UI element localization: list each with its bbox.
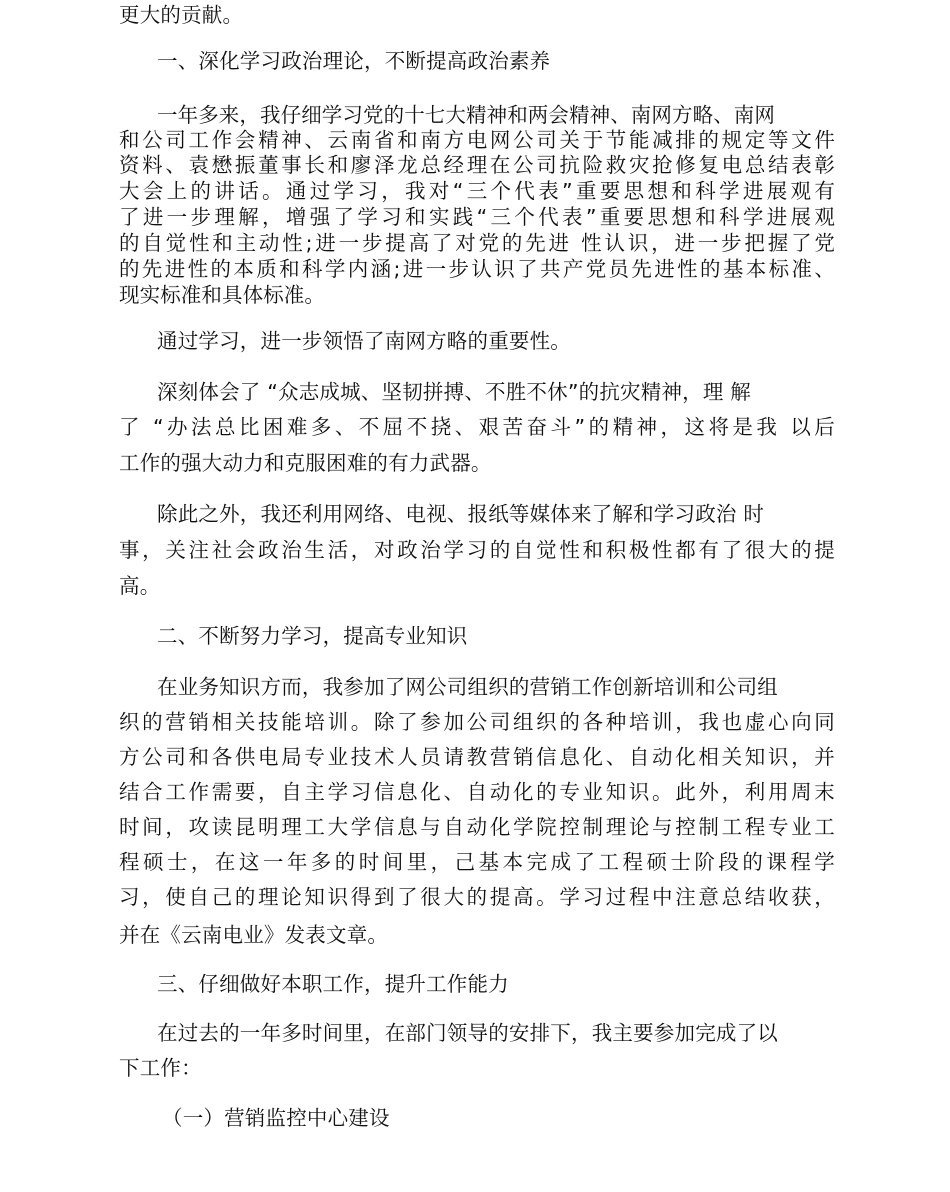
paragraph-line: 下工作： bbox=[119, 1056, 202, 1080]
paragraph-line: 织的营销相关技能培训。除了参加公司组织的各种培训，我也虚心向同 bbox=[119, 710, 835, 734]
paragraph-line: 时间，攻读昆明理工大学信息与自动化学院控制理论与控制工程专业工 bbox=[119, 815, 835, 839]
paragraph-line: 工作的强大动力和克服困难的有力武器。 bbox=[119, 451, 492, 475]
section-heading-1: 一、深化学习政治理论，不断提高政治素养 bbox=[157, 49, 551, 73]
paragraph-line: 了 “办法总比困难多、不屈不挠、艰苦奋斗”的精神，这将是我 以后 bbox=[119, 415, 835, 439]
paragraph-line: 事，关注社会政治生活，对政治学习的自觉性和积极性都有了很大的提 bbox=[119, 538, 835, 562]
paragraph-line: 高。 bbox=[119, 574, 161, 598]
paragraph-line: 的先进性的本质和科学内涵;进一步认识了共产党员先进性的基本标准、 bbox=[119, 257, 835, 281]
paragraph-line: 结合工作需要，自主学习信息化、自动化的专业知识。此外，利用周末 bbox=[119, 780, 835, 804]
paragraph-line: 并在《云南电业》发表文章。 bbox=[119, 923, 389, 947]
paragraph-line: 在过去的一年多时间里，在部门领导的安排下，我主要参加完成了以 bbox=[157, 1021, 778, 1045]
paragraph-line: 习，使自己的理论知识得到了很大的提高。学习过程中注意总结收获， bbox=[119, 885, 835, 909]
section-heading-2: 二、不断努力学习，提高专业知识 bbox=[157, 624, 468, 648]
paragraph-line: 一年多来，我仔细学习党的十七大精神和两会精神、南网方略、南网 bbox=[157, 103, 775, 127]
subsection-heading-1: （一）营销监控中心建设 bbox=[162, 1106, 390, 1130]
paragraph-line: 在业务知识方而，我参加了网公司组织的营销工作创新培训和公司组 bbox=[157, 675, 778, 699]
paragraph-line: 了进一步理解，增强了学习和实践“三个代表”重要思想和科学进展观 bbox=[119, 205, 835, 229]
paragraph-line: 和公司工作会精神、云南省和南方电网公司关于节能减排的规定等文件 bbox=[119, 128, 835, 152]
text-line-closing: 更大的贡献。 bbox=[119, 3, 244, 27]
paragraph-line: 的自觉性和主动性;进一步提高了对党的先进 性认识，进一步把握了党 bbox=[119, 231, 835, 255]
paragraph-line: 资料、袁懋振董事长和廖泽龙总经理在公司抗险救灾抢修复电总结表彰 bbox=[119, 153, 835, 177]
paragraph-line: 程硕士，在这一年多的时间里，己基本完成了工程硕士阶段的课程学 bbox=[119, 850, 835, 874]
section-heading-3: 三、仔细做好本职工作，提升工作能力 bbox=[157, 972, 509, 996]
paragraph-line: 除此之外，我还利用网络、电视、报纸等媒体来了解和学习政治 时 bbox=[157, 502, 765, 526]
paragraph-line: 深刻体会了 “众志成城、坚韧拼搏、不胜不休”的抗灾精神，理 解 bbox=[157, 380, 751, 404]
paragraph-line: 大会上的讲话。通过学习，我对“三个代表”重要思想和科学进展观有 bbox=[119, 179, 835, 203]
paragraph-line: 现实标准和具体标准。 bbox=[119, 283, 325, 307]
paragraph-line: 通过学习，进一步领悟了南网方略的重要性。 bbox=[157, 329, 571, 353]
paragraph-line: 方公司和各供电局专业技术人员请教营销信息化、自动化相关知识，并 bbox=[119, 745, 835, 769]
